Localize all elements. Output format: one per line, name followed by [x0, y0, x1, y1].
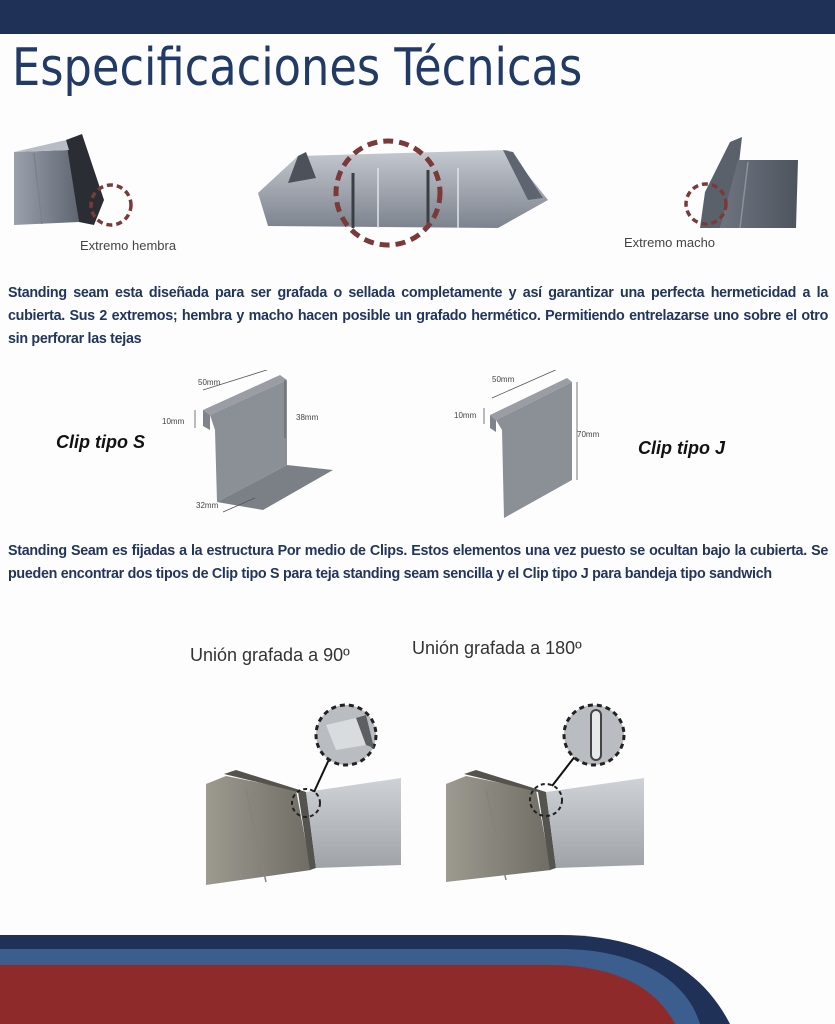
- union-180-image: [446, 700, 646, 890]
- clip-j-image: [482, 370, 592, 520]
- female-end-image: [14, 130, 134, 230]
- top-bar: [0, 0, 835, 34]
- clip-j-dim-top: 50mm: [492, 375, 515, 384]
- union-90-image: [206, 700, 406, 890]
- clip-j-label: Clip tipo J: [638, 438, 725, 458]
- clip-s-label: Clip tipo S: [56, 432, 145, 452]
- page-title: Especificaciones Técnicas: [12, 38, 583, 98]
- female-end-caption: Extremo hembra: [80, 238, 177, 253]
- footer-waves: [0, 925, 835, 1024]
- clip-s-dim-height: 38mm: [296, 413, 319, 422]
- clip-s-image: [155, 370, 345, 520]
- clip-s-dim-base: 32mm: [196, 501, 219, 510]
- male-end-image: [680, 132, 800, 232]
- union-180-caption: Unión grafada a 180º: [412, 638, 582, 658]
- panel-profile-image: [258, 138, 558, 258]
- male-end-caption: Extremo macho: [624, 235, 716, 250]
- clips-paragraph: Standing Seam es fijadas a la estructura Por medio de Clips. Estos elementos una vez puesto se ocultan bajo la cubierta. Se pueden encontrar dos tipos de Clip tipo S para teja standing seam sencilla y el Clip tipo J para bandeja tipo sandwich: [8, 543, 828, 582]
- hermeticity-paragraph: Standing seam esta diseñada para ser grafada o sellada completamente y así garantizar una perfecta hermeticidad a la cubierta. Sus 2 extremos; hembra y macho hacen posible un grafado hermético. Permitiendo entrelazarse uno sobre el otro sin perforar las tejas: [8, 285, 828, 347]
- union-90-caption: Unión grafada a 90º: [190, 645, 350, 665]
- clip-s-dim-top: 50mm: [198, 378, 221, 387]
- clip-s-dim-lip: 10mm: [162, 417, 185, 426]
- clip-j-dim-lip: 10mm: [454, 411, 477, 420]
- clip-j-dim-height: 70mm: [577, 430, 600, 439]
